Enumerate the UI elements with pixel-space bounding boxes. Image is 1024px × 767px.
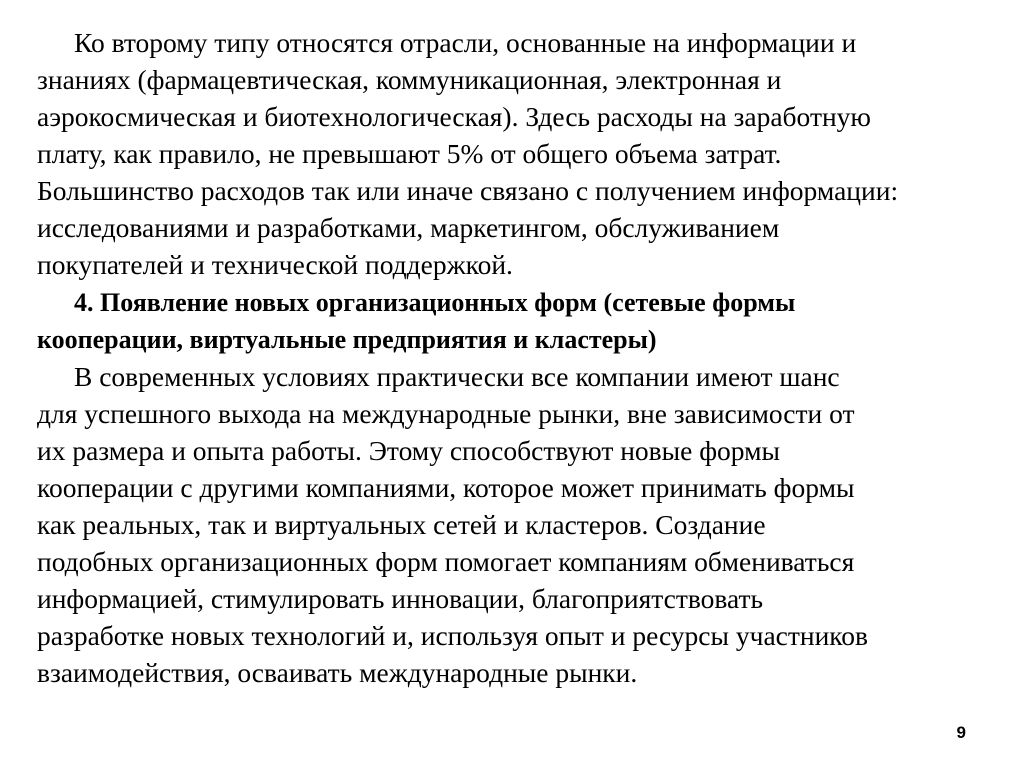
heading-line: 4. Появление новых организационных форм (сетевые формы [74,288,796,317]
text-line: Ко второму типу относятся отрасли, основанные на информации и [74,27,857,58]
text-line: взаимодействия, осваивать международные рынки. [37,657,638,688]
text-line: плату, как правило, не превышают 5% от общего объема затрат. [37,138,782,169]
text-line: кооперации с другими компаниями, которое может принимать формы [37,472,855,503]
text-line: Большинство расходов так или иначе связано с получением информации: [37,175,899,206]
text-line: для успешного выхода на международные рынки, вне зависимости от [37,398,855,429]
text-line: их размера и опыта работы. Этому способствуют новые формы [37,435,781,466]
text-line: как реальных, так и виртуальных сетей и кластеров. Создание [37,509,766,540]
text-line: покупателей и технической поддержкой. [37,249,513,280]
text-line: аэрокосмическая и биотехнологическая). Здесь расходы на заработную [37,101,871,132]
text-line: В современных условиях практически все компании имеют шанс [74,361,840,392]
text-line: разработке новых технологий и, используя опыт и ресурсы участников [37,620,869,651]
text-line: подобных организационных форм помогает компаниям обмениваться [37,546,855,577]
heading-line: кооперации, виртуальные предприятия и кластеры) [37,325,657,354]
page-number: 9 [956,723,966,742]
text-line: информацией, стимулировать инновации, благоприятствовать [37,583,764,614]
text-line: знаниях (фармацевтическая, коммуникационная, электронная и [37,64,782,95]
text-line: исследованиями и разработками, маркетингом, обслуживанием [37,212,780,243]
